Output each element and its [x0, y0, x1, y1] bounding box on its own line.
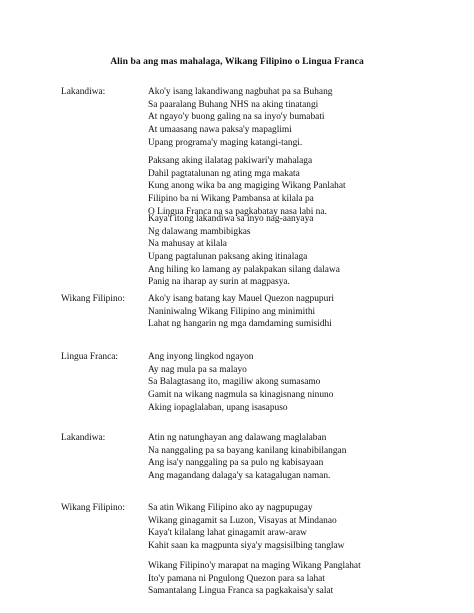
stanza-5 — [148, 351, 333, 414]
verse-line: Kung anong wika ba ang magiging Wikang Panlahat — [148, 181, 346, 192]
verse-line: Upang pagtalunan paksang aking itinalaga — [148, 252, 308, 263]
verse-line: Wikang Filipino'y marapat na maging Wikang Panglahat — [148, 561, 361, 571]
verse-line: Samantalang Lingua Franca sa pagkakaisa'y salat — [148, 586, 334, 597]
verse-line: Sa Balagtasang ito, magiliw akong sumasamo — [148, 377, 321, 388]
verse-line: Aking iopaglalaban, upang isasapuso — [148, 402, 288, 413]
verse-line: Lahat ng hangarin ng mga damdaming sumisidhi — [148, 319, 332, 330]
speaker-label-wikang-filipino-2: Wikang Filipino: — [61, 503, 125, 513]
verse-line: Na nanggaling pa sa bayang kanilang kinabibilangan — [148, 445, 347, 456]
verse-line: Filipino ba ni Wikang Pambansa at kilala pa — [148, 194, 314, 205]
stanza-2 — [148, 155, 346, 218]
verse-line: Panig na iharap ay surin at magpasya. — [148, 277, 290, 288]
verse-line: Wikang ginagamit sa Luzon, Visayas at Mindanao — [148, 515, 337, 526]
verse-line: Paksang aking ilalatag pakiwari'y mahalaga — [148, 156, 313, 166]
verse-line: Sa atin Wikang Filipino ako ay nagpupugay — [148, 503, 313, 513]
stanza-1 — [148, 86, 332, 149]
stanza-4 — [148, 293, 334, 331]
verse-line: Kahit saan ka magpunta siya'y magsisilbing tanglaw — [148, 541, 345, 552]
verse-line: At ngayo'y buong galing na sa inyo'y bumabati — [148, 112, 325, 123]
verse-line: Ang isa'y nanggaling pa sa pulo ng kabisayaan — [148, 458, 324, 469]
verse-line: Dahil pagtatalunan ng ating mga makata — [148, 168, 300, 179]
verse-line: O Lingua Franca na sa pagkabatay nasa labi na. — [148, 206, 327, 217]
verse-line: Naniniwalng Wikang Filipino ang minimithi — [148, 306, 316, 317]
verse-line: Kaya't itong lakandiwa sa inyo nag-aanyaya — [148, 214, 314, 224]
speaker-label-lingua-franca: Lingua Franca: — [61, 352, 119, 362]
stanza-7 — [148, 502, 344, 553]
verse-line: Atin ng natunghayan ang dalawang maglalaban — [148, 433, 327, 443]
verse-line: Ng dalawang mambibigkas — [148, 226, 251, 237]
verse-line: Gamit na wikang nagmula sa kinagisnang ninuno — [148, 390, 334, 401]
speaker-label-wikang-filipino: Wikang Filipino: — [61, 294, 125, 304]
verse-line: Sa paaralang Buhang NHS na aking tinatangi — [148, 99, 319, 110]
verse-line: Na mahusay at kilala — [148, 239, 227, 250]
verse-line: Ang magandang dalaga'y sa katagalugan naman. — [148, 471, 331, 482]
speaker-label-lakandiwa-2: Lakandiwa: — [61, 433, 106, 443]
verse-line: Ito'y pamana ni Pngulong Quezon para sa lahat — [148, 573, 325, 584]
verse-line: Upang programa'y maging katangi-tangi. — [148, 137, 303, 148]
verse-line: Ako'y isang lakandiwang nagbuhat pa sa Buhang — [148, 87, 333, 97]
verse-line: Ay nag mula pa sa malayo — [148, 364, 247, 375]
stanza-6 — [148, 432, 346, 483]
poem-title: Alin ba ang mas mahalaga, Wikang Filipino o Lingua Franca — [110, 56, 364, 67]
verse-line: Ang hiling ko lamang ay palakpakan silang dalawa — [148, 264, 340, 275]
verse-line: Ang inyong lingkod ngayon — [148, 352, 254, 362]
verse-line: Ako'y isang batang kay Mauel Quezon nagpupuri — [148, 294, 335, 304]
verse-line: Kaya't kilalang lahat ginagamit araw-araw — [148, 528, 307, 539]
speaker-label-lakandiwa: Lakandiwa: — [61, 87, 106, 97]
stanza-8 — [148, 560, 361, 598]
stanza-3 — [148, 213, 340, 289]
verse-line: At umaasang nawa paksa'y mapaglimi — [148, 125, 292, 136]
